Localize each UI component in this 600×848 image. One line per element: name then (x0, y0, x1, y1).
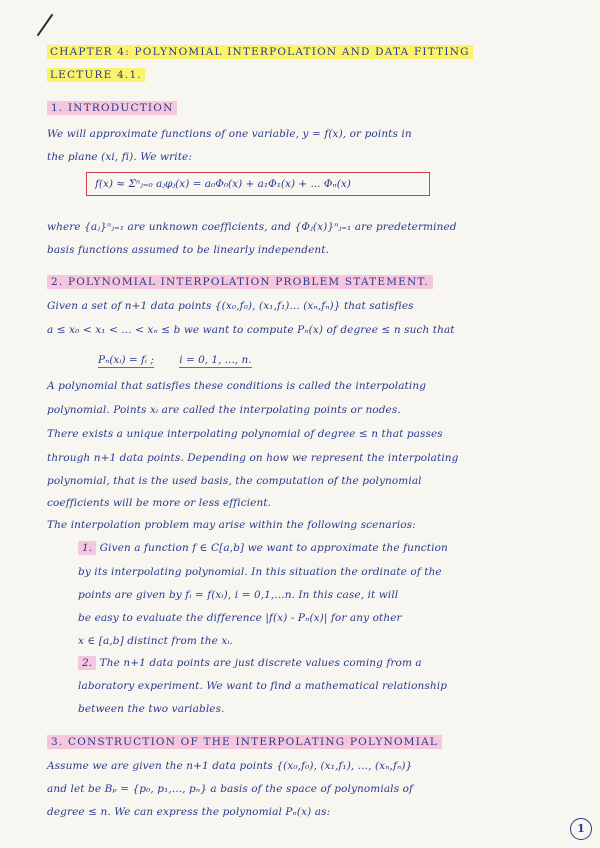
text-line: points are given by fᵢ = f(xᵢ), i = 0,1,...n. In this case, it will (78, 589, 399, 601)
text-line: x ∈ [a,b] distinct from the xᵢ. (78, 635, 233, 647)
text-line: where {aⱼ}ⁿⱼ₌₁ are unknown coefficients, and {Φⱼ(x)}ⁿⱼ₌₁ are predetermined (47, 221, 457, 233)
text-line: Assume we are given the n+1 data points {(x₀,f₀), (x₁,f₁), ..., (xₙ,fₙ)} (47, 760, 413, 772)
list-item-2: 2. The n+1 data points are just discrete values coming from a (78, 657, 422, 669)
text-line: laboratory experiment. We want to find a mathematical relationship (78, 680, 448, 692)
section-1-heading: 1. INTRODUCTION (47, 102, 177, 114)
boxed-formula: f(x) ≈ Σⁿⱼ₌₀ aⱼφⱼ(x) = a₀Φ₀(x) + a₁Φ₁(x) + ... Φₙ(x) (86, 172, 430, 196)
list-item-1: 1. Given a function f ∈ C[a,b] we want to approximate the function (78, 542, 448, 554)
lecture-title: LECTURE 4.1. (47, 69, 145, 81)
text-line: A polynomial that satisfies these conditions is called the interpolating (47, 380, 427, 392)
text-line: and let be Bₚ = {p₀, p₁,..., pₙ} a basis of the space of polynomials of (47, 783, 413, 795)
section-3-heading: 3. CONSTRUCTION OF THE INTERPOLATING POLYNOMIAL (47, 736, 442, 748)
text-line: polynomial, that is the used basis, the computation of the polynomial (47, 475, 422, 487)
text-line: be easy to evaluate the difference |f(x) - Pₙ(x)| for any other (78, 612, 402, 624)
text-line: the plane (xi, fi). We write: (47, 151, 192, 163)
text-line: basis functions assumed to be linearly independent. (47, 244, 330, 256)
section-2-heading: 2. POLYNOMIAL INTERPOLATION PROBLEM STATEMENT. (47, 276, 433, 288)
chapter-title: CHAPTER 4: POLYNOMIAL INTERPOLATION AND DATA FITTING (47, 46, 473, 58)
text-line: Given a set of n+1 data points {(x₀,f₀), (x₁,f₁)... (xₙ,fₙ)} that satisfies (47, 300, 414, 312)
page-number: 1 (570, 818, 592, 840)
text-line: The interpolation problem may arise within the following scenarios: (47, 519, 416, 531)
text-line: by its interpolating polynomial. In this situation the ordinate of the (78, 566, 442, 578)
text-line: There exists a unique interpolating polynomial of degree ≤ n that passes (47, 428, 443, 440)
text-line: We will approximate functions of one variable, y = f(x), or points in (47, 128, 412, 140)
text-line: through n+1 data points. Depending on how we represent the interpolating (47, 452, 459, 464)
text-line: between the two variables. (78, 703, 225, 715)
text-line: degree ≤ n. We can express the polynomial Pₙ(x) as: (47, 806, 331, 818)
pen-mark (37, 14, 54, 36)
interpolation-condition: Pₙ(xᵢ) = fᵢ ; i = 0, 1, ..., n. (98, 354, 252, 366)
text-line: polynomial. Points xᵢ are called the interpolating points or nodes. (47, 404, 401, 416)
text-line: coefficients will be more or less efficient. (47, 497, 272, 509)
text-line: a ≤ x₀ < x₁ < ... < xₙ ≤ b we want to compute Pₙ(x) of degree ≤ n such that (47, 324, 455, 336)
